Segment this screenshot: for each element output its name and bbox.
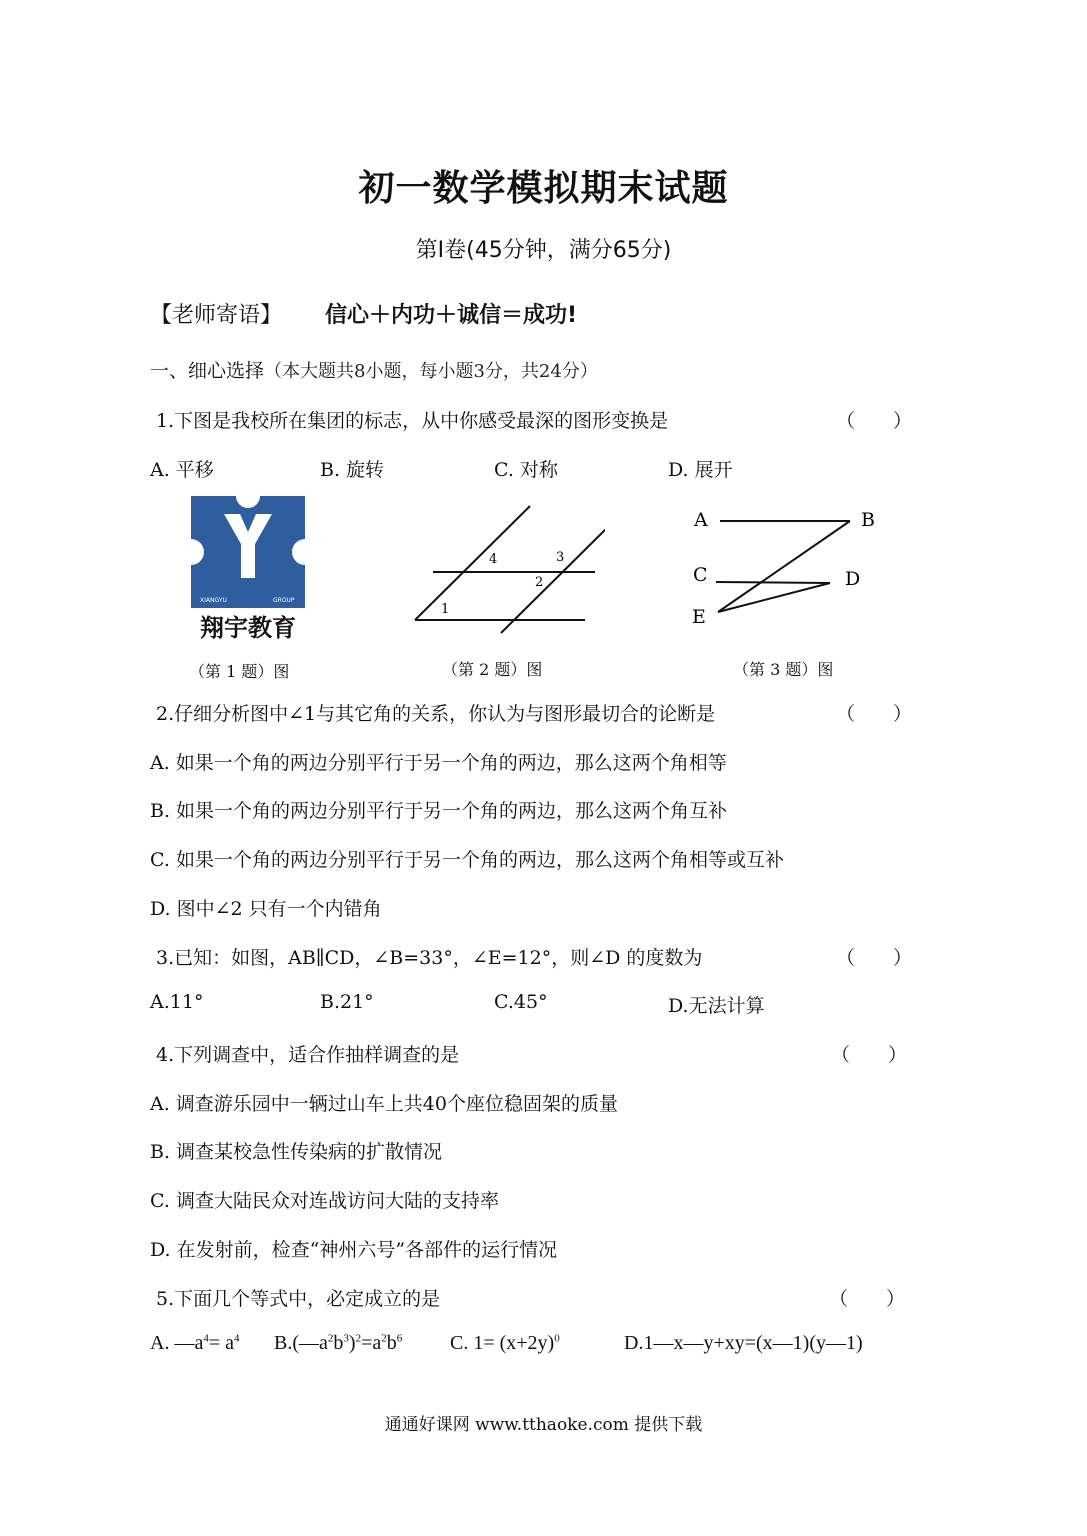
section-note: （本大题共8小题，每小题3分，共24分）	[264, 361, 598, 382]
motto-label: 【老师寄语】	[150, 303, 283, 328]
question-5-stem: 5.下面几个等式中，必定成立的是	[156, 1288, 441, 1310]
fig3-segment-cd	[716, 582, 830, 583]
logo-graphic	[188, 496, 308, 646]
option-c: C. 对称	[494, 459, 558, 481]
fig3-label-d: D	[845, 568, 861, 590]
question-1-options	[150, 455, 850, 481]
caption-figure-1: （第 1 题）图	[189, 662, 290, 681]
question-5-option-d: D.1—x—y+xy=(x—1)(y—1)	[624, 1332, 863, 1354]
figure-2	[405, 500, 605, 640]
answer-paren: （ ）	[836, 947, 913, 969]
logo-brand-text: 翔宇教育	[200, 614, 296, 642]
answer-paren: （ ）	[831, 1044, 908, 1066]
figure-3	[690, 505, 890, 635]
page-title: 初一数学模拟期末试题	[358, 168, 729, 209]
answer-paren: （ ）	[836, 703, 913, 725]
fig2-right-transversal	[501, 522, 605, 633]
question-5-option-a: A. $—a^4= a^4$	[150, 1332, 240, 1354]
question-4-option-c: C. 调查大陆民众对连战访问大陆的支持率	[150, 1190, 499, 1212]
logo-small-left: XIANGYU	[200, 597, 227, 604]
question-5-option-b: $B.(—a^2b^3)^2=a^2b^6$	[274, 1332, 403, 1354]
motto-text: 信心＋内功＋诚信＝成功!	[325, 303, 578, 328]
figure-1-logo	[188, 496, 308, 646]
fig3-segment-be	[718, 521, 850, 612]
option-a: A.11°	[150, 991, 204, 1013]
option-a: A. 平移	[150, 459, 214, 481]
question-2-option-d: D. 图中∠2 只有一个内错角	[150, 898, 382, 920]
fig3-segment-ed	[718, 583, 830, 612]
fig2-angle-2: 2	[535, 575, 544, 590]
logo-small-right: GROUP	[273, 597, 295, 604]
fig2-angle-1: 1	[441, 602, 450, 617]
caption-figure-3: （第 3 题）图	[733, 660, 834, 679]
caption-figure-2: （第 2 题）图	[442, 660, 543, 679]
section-heading	[150, 356, 598, 383]
question-4-option-d: D. 在发射前，检查“神州六号”各部件的运行情况	[150, 1239, 558, 1261]
question-2-option-b: B. 如果一个角的两边分别平行于另一个角的两边，那么这两个角互补	[150, 800, 728, 822]
option-d: D.无法计算	[668, 995, 765, 1017]
answer-paren: （ ）	[836, 410, 913, 432]
question-2-option-a: A. 如果一个角的两边分别平行于另一个角的两边，那么这两个角相等	[150, 752, 727, 774]
question-4-option-b: B. 调查某校急性传染病的扩散情况	[150, 1141, 443, 1163]
question-5-option-c: C. $1= (x+2y)^0$	[450, 1332, 560, 1354]
option-c: C.45°	[494, 991, 548, 1013]
section-title: 一、细心选择	[150, 360, 265, 382]
page-subtitle: 第Ⅰ卷(45分钟，满分65分)	[415, 238, 672, 263]
fig3-label-e: E	[692, 606, 706, 628]
footer-source: 通通好课网 www.tthaoke.com 提供下载	[384, 1415, 703, 1435]
option-d: D. 展开	[668, 459, 733, 481]
fig3-label-b: B	[861, 509, 875, 531]
question-4-stem: 4.下列调查中，适合作抽样调查的是	[156, 1044, 460, 1066]
option-b: B. 旋转	[320, 459, 385, 481]
fig2-left-transversal	[415, 506, 530, 620]
question-2-stem: 2.仔细分析图中∠1与其它角的关系，你认为与图形最切合的论断是	[156, 703, 716, 725]
fig2-angle-4: 4	[489, 552, 498, 567]
answer-paren: （ ）	[829, 1288, 906, 1310]
question-4-option-a: A. 调查游乐园中一辆过山车上共40个座位稳固架的质量	[150, 1093, 618, 1115]
fig3-label-c: C	[693, 564, 708, 586]
question-2-option-c: C. 如果一个角的两边分别平行于另一个角的两边，那么这两个角相等或互补	[150, 849, 784, 871]
option-b: B.21°	[320, 991, 374, 1013]
question-3-stem: 3.已知：如图，AB∥CD，∠B=33°，∠E=12°，则∠D 的度数为	[156, 947, 703, 969]
fig3-label-a: A	[694, 509, 708, 531]
question-3-options	[150, 991, 850, 1017]
question-1-stem: 1.下图是我校所在集团的标志，从中你感受最深的图形变换是	[156, 410, 669, 432]
teacher-motto	[150, 298, 577, 329]
fig2-angle-3: 3	[556, 550, 565, 565]
